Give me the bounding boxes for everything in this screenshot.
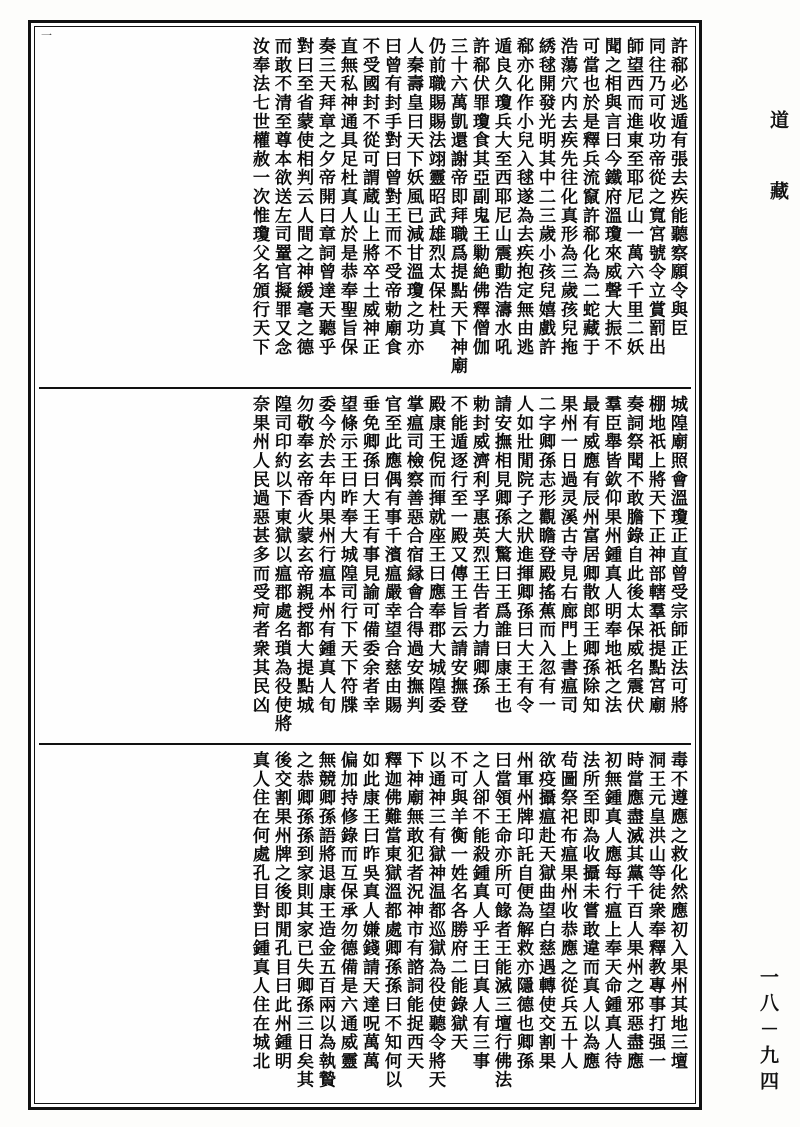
text-column: 真人住在何處孔目對曰鍾真人住在城北	[249, 751, 269, 1071]
text-column: 仍前職賜賜法翊靈昭武雄烈太保杜真	[425, 37, 445, 338]
text-column: 郗亦化作小兒入毬遂為去疾抱定無由逃	[513, 37, 533, 357]
text-column: 許郗伏罪瓊食其亞副鬼王勦絶佛釋僧伽	[469, 37, 489, 357]
text-column: 羣臣舉皆欽仰果州鍾真人明奉地祇之法	[601, 395, 621, 715]
panel-middle	[39, 387, 691, 737]
text-column: 毒不遵應之救化然應初入果州其地三壇	[667, 751, 687, 1071]
text-column: 同往乃可收功帝從之寬宮號令立賞罰出	[645, 37, 665, 357]
text-column: 浩蕩穴内去疾先往化真形為三歲孩兒拖	[557, 37, 577, 357]
text-column: 直無私神通具足杜真人於是恭奉聖旨保	[337, 37, 357, 357]
text-column: 官至此應偶有事千濱瘟嚴幸望合慈由賜	[381, 395, 401, 715]
text-column: 茍圖祭祀布瘟果州收恭應之從兵五十人	[557, 751, 577, 1071]
page-number: 一八－九四	[757, 967, 779, 1097]
text-column: 委今於去年内果州行瘟本州有鍾真人旬	[315, 395, 335, 715]
text-column: 掌瘟司檢察善惡合宿縁會合得過安撫判	[403, 395, 423, 715]
text-column: 汝奉法七世權赦一次惟瓊父名頒行天下	[249, 37, 269, 357]
text-column: 如此康王曰昨吳真人嫌錢請天達呪萬萬	[359, 751, 379, 1071]
text-column: 不能遁逐行至一殿又傳王旨云請安撫登	[447, 395, 467, 715]
text-column: 偏加持修錄而互保承勿德備是六通威靈	[337, 751, 357, 1071]
text-column: 請安撫相見卿孫大驚曰王爲誰曰康王也	[491, 395, 511, 715]
text-column: 隍司印約以下東獄以瘟郡處名瑣為役使將	[271, 395, 291, 734]
text-column: 洞王元皇洪山等徒衆奉釋教專事打强一	[645, 751, 665, 1071]
text-column: 人秦壽皇曰天下妖風已減甘溫瓊之功亦	[403, 37, 423, 357]
text-column: 二字卿孫志形觀瞻登殿搖蕉而入忽有一	[535, 395, 555, 715]
text-column: 後交割果州牌之後即閒孔目曰此州鍾明	[271, 751, 291, 1071]
text-column: 勅封威濟利孚惠英烈王告者力請卿孫	[469, 395, 489, 696]
text-column: 下神廟無敢犯者況神市有諮詞能捉西天	[403, 751, 423, 1071]
text-column: 時當應盡滅其黨千百人果州之邪惡盡應	[623, 751, 643, 1071]
text-column: 欲疫攝瘟赴天獄曲望白慈遇轉使交割果	[535, 751, 555, 1071]
text-column: 果州一日過灵溪古寺見右廊門上書瘟司	[557, 395, 577, 715]
text-column: 初無鍾真人應每行瘟上奉天命鍾真人待	[601, 751, 621, 1071]
text-column: 最有威應有辰州富居卿散郎王卿孫除知	[579, 395, 599, 715]
text-column: 曰曾有封手對曰曾對王而不受帝勅廟食	[381, 37, 401, 357]
text-column: 望條示王曰昨奉大城隍司行下天下符牒	[337, 395, 357, 715]
text-column: 遁良久瓊兵大至西耶尼山震動浩濤水吼	[491, 37, 511, 357]
text-column: 師望西而進東至耶尼山一萬六千里二妖	[623, 37, 643, 357]
panel-upper-columns	[45, 37, 685, 375]
panel-lower	[39, 743, 691, 1097]
text-column: 三十六萬凱還謝帝即拜職爲提點天下神廟	[447, 37, 467, 376]
text-column: 奈果州人民過惡甚多而受疴者衆其民凶	[249, 395, 269, 715]
text-column: 勿敬奉玄帝香火蒙玄帝親授都大提點城	[293, 395, 313, 715]
text-column: 奏詞祭聞不敢膽錄自此後太保威名震伏	[623, 395, 643, 715]
panel-middle-columns	[45, 395, 687, 734]
text-column: 棚地祇上將天下正神部轄羣祇提點宮廟	[645, 395, 665, 715]
text-column: 不受國封不從可謂蔵山上將卒土威神正	[359, 37, 379, 357]
corner-mark: 一	[41, 29, 52, 42]
text-column: 以通神三有獄神温都巡獄為役使聽令將天	[425, 751, 445, 1090]
text-column: 殿康王倪而揮就座王曰應奉郡大城隍委	[425, 395, 445, 715]
text-column: 州軍州牌印託自便為解救亦隱德也卿孫	[513, 751, 533, 1071]
text-column: 無競卿孫語將退康王造金五百兩以為執贄	[315, 751, 335, 1090]
text-column: 許郗必逃遁有張去疾能聽察願令與臣	[667, 37, 687, 338]
text-column: 垂免卿孫曰大王有事見諭可備委余者幸	[359, 395, 379, 715]
text-column: 對曰至省蒙使相判云人間之神緩毫之德	[293, 37, 313, 357]
text-column: 不可與羊衡一姓名各勝府二能錄獄天	[447, 751, 467, 1052]
text-column: 聞之相與言曰今鐵府溫瓊來威聲大振不	[601, 37, 621, 357]
text-block-frame	[28, 20, 702, 1110]
text-column: 而敢不清至尊本欲送左司罿官擬罪又念	[271, 37, 291, 357]
panel-lower-columns	[45, 751, 685, 1091]
text-column: 人如壯閒院子之狀進揮卿孫曰大王有令	[513, 395, 533, 715]
panel-upper	[39, 31, 691, 381]
text-column: 法所至即為收攝未嘗敢違而真人以為應	[579, 751, 599, 1071]
collection-label: 道藏	[767, 110, 789, 252]
text-column: 之恭卿孫孫到家則其家已失卿孫三日矣其	[293, 751, 313, 1090]
text-column: 釋迦佛難當東獄溫都處卿孫孫曰不知何以	[381, 751, 401, 1090]
text-column: 綉毬開發光明其中二三歲小孩兒嬉戲許	[535, 37, 555, 357]
text-column: 之人卻不能殺鍾真人乎王曰真人有三事	[469, 751, 489, 1071]
text-column: 城隍廟照會溫瓊正直曾受宗師正法可將	[667, 395, 687, 715]
text-column: 可當也於是釋兵流竄許郗化為二蛇藏于	[579, 37, 599, 357]
text-column: 奏三天拜章之夕帝開曰章詞曾達天聽乎	[315, 37, 335, 357]
text-column: 曰當領王命亦所可餯者王能滅三壇行佛法	[491, 751, 511, 1090]
